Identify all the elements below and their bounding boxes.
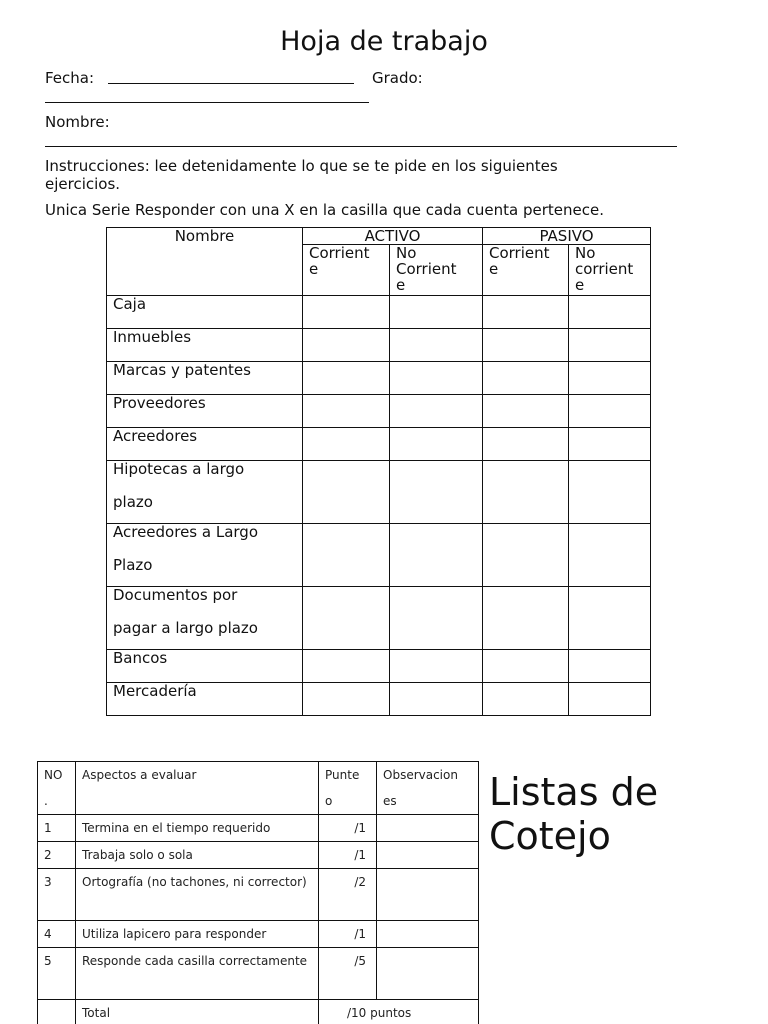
account-name-line: pagar a largo plazo: [113, 619, 258, 637]
account-name-line: Acreedores a Largo: [113, 523, 258, 541]
serie-instructions: Unica Serie Responder con una X en la casilla que cada cuenta pertenece.: [45, 201, 604, 219]
row-aspect: Total: [76, 1000, 319, 1024]
row-points: /1: [319, 921, 377, 948]
account-name: [107, 524, 303, 587]
checklist-row: [38, 869, 479, 921]
row-points-total: /10 puntos: [319, 1000, 479, 1024]
table-row: [107, 650, 651, 683]
row-number: 3: [38, 869, 76, 921]
row-number: [38, 1000, 76, 1024]
account-name: Caja: [107, 296, 303, 329]
page-title: Hoja de trabajo: [280, 26, 488, 57]
answer-cell[interactable]: [390, 683, 483, 716]
answer-cell[interactable]: [569, 524, 651, 587]
answer-cell[interactable]: [483, 428, 569, 461]
checklist-row: [38, 842, 479, 869]
answer-cell[interactable]: [303, 362, 390, 395]
answer-cell[interactable]: [569, 329, 651, 362]
answer-cell[interactable]: [483, 362, 569, 395]
row-points: /2: [319, 869, 377, 921]
subheader-activo-corriente: Corrient e: [303, 245, 390, 296]
answer-cell[interactable]: [483, 683, 569, 716]
row-observations[interactable]: [377, 948, 479, 1000]
answer-cell[interactable]: [390, 587, 483, 650]
nombre-label: Nombre:: [45, 113, 110, 131]
fecha-label: Fecha:: [45, 69, 95, 87]
answer-cell[interactable]: [390, 428, 483, 461]
subheader-activo-no-corriente: No Corrient e: [390, 245, 483, 296]
account-name: Proveedores: [107, 395, 303, 428]
account-name: Bancos: [107, 650, 303, 683]
account-name: Mercadería: [107, 683, 303, 716]
answer-cell[interactable]: [390, 362, 483, 395]
table-row: [107, 362, 651, 395]
instructions-line-2: ejercicios.: [45, 175, 121, 193]
row-points: /5: [319, 948, 377, 1000]
answer-cell[interactable]: [390, 524, 483, 587]
account-name-line: Hipotecas a largo: [113, 460, 245, 478]
col-header-aspectos: Aspectos a evaluar: [76, 762, 319, 815]
answer-cell[interactable]: [303, 683, 390, 716]
fecha-blank[interactable]: [108, 83, 354, 84]
table-row: [107, 587, 651, 650]
col-header-observaciones: Observacion es: [377, 762, 479, 815]
row-observations[interactable]: [377, 815, 479, 842]
checklist-total-row: [38, 1000, 479, 1024]
answer-cell[interactable]: [569, 683, 651, 716]
row-aspect: Responde cada casilla correctamente: [76, 948, 319, 1000]
answer-cell[interactable]: [303, 329, 390, 362]
answer-cell[interactable]: [569, 395, 651, 428]
checklist-row: [38, 948, 479, 1000]
checklist-table: [37, 761, 479, 1024]
answer-cell[interactable]: [390, 650, 483, 683]
account-name: Inmuebles: [107, 329, 303, 362]
grado-label: Grado:: [372, 69, 423, 87]
table-row: [107, 461, 651, 524]
row-aspect: Trabaja solo o sola: [76, 842, 319, 869]
answer-cell[interactable]: [303, 461, 390, 524]
row-aspect: Utiliza lapicero para responder: [76, 921, 319, 948]
row-number: 5: [38, 948, 76, 1000]
answer-cell[interactable]: [483, 650, 569, 683]
row-observations[interactable]: [377, 869, 479, 921]
col-header-activo: ACTIVO: [303, 228, 483, 245]
account-name-line: Documentos por: [113, 586, 238, 604]
answer-cell[interactable]: [569, 461, 651, 524]
answer-cell[interactable]: [390, 395, 483, 428]
subheader-pasivo-no-corriente: No corrient e: [569, 245, 651, 296]
account-name: Acreedores: [107, 428, 303, 461]
row-number: 4: [38, 921, 76, 948]
answer-cell[interactable]: [483, 296, 569, 329]
col-header-punteo: Punte o: [319, 762, 377, 815]
table-row: [107, 428, 651, 461]
account-name-line: Plazo: [113, 556, 153, 574]
answer-cell[interactable]: [390, 329, 483, 362]
answer-cell[interactable]: [569, 428, 651, 461]
table-row: [107, 329, 651, 362]
answer-cell[interactable]: [569, 587, 651, 650]
col-header-nombre: Nombre: [107, 228, 303, 296]
table-row: [107, 683, 651, 716]
row-number: 2: [38, 842, 76, 869]
row-aspect: Termina en el tiempo requerido: [76, 815, 319, 842]
answer-cell[interactable]: [303, 650, 390, 683]
row-points: /1: [319, 815, 377, 842]
answer-cell[interactable]: [303, 587, 390, 650]
row-observations[interactable]: [377, 842, 479, 869]
table-row: [107, 395, 651, 428]
col-header-pasivo: PASIVO: [483, 228, 651, 245]
grado-blank[interactable]: [45, 102, 369, 103]
answer-cell[interactable]: [483, 329, 569, 362]
answer-cell[interactable]: [569, 296, 651, 329]
row-points: /1: [319, 842, 377, 869]
instructions-line-1: Instrucciones: lee detenidamente lo que se te pide en los siguientes: [45, 157, 558, 175]
subheader-pasivo-corriente: Corrient e: [483, 245, 569, 296]
row-aspect: Ortografía (no tachones, ni corrector): [76, 869, 319, 921]
account-name: [107, 461, 303, 524]
answer-cell[interactable]: [483, 524, 569, 587]
answer-cell[interactable]: [303, 428, 390, 461]
checklist-row: [38, 815, 479, 842]
answer-cell[interactable]: [303, 395, 390, 428]
checklist-row: [38, 921, 479, 948]
answer-cell[interactable]: [303, 296, 390, 329]
table-row: [107, 296, 651, 329]
answer-cell[interactable]: [483, 461, 569, 524]
col-header-no: NO .: [38, 762, 76, 815]
checklist-header-row: [38, 762, 479, 815]
answer-cell[interactable]: [303, 524, 390, 587]
answer-cell[interactable]: [569, 362, 651, 395]
answer-cell[interactable]: [569, 650, 651, 683]
table-row: [107, 524, 651, 587]
account-name: Marcas y patentes: [107, 362, 303, 395]
checklist-title: Listas de Cotejo: [489, 770, 659, 858]
answer-cell[interactable]: [483, 395, 569, 428]
nombre-blank[interactable]: [45, 146, 677, 147]
row-observations[interactable]: [377, 921, 479, 948]
answer-cell[interactable]: [390, 461, 483, 524]
account-name: [107, 587, 303, 650]
answer-cell[interactable]: [390, 296, 483, 329]
accounts-table: [106, 227, 651, 716]
account-name-line: plazo: [113, 493, 153, 511]
answer-cell[interactable]: [483, 587, 569, 650]
row-number: 1: [38, 815, 76, 842]
